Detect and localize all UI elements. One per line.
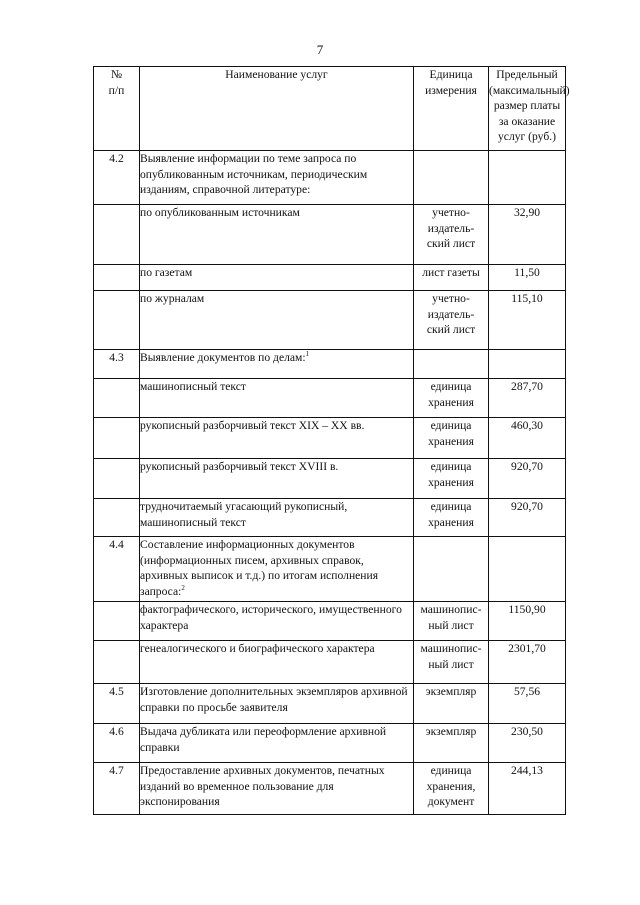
max-price-text: 287,70: [511, 380, 543, 393]
unit-of-measure-text: экземпляр: [425, 685, 477, 698]
footnote-marker: 1: [305, 350, 310, 358]
table-row: [94, 350, 566, 379]
service-name-text: генеалогического и биографического характера: [140, 642, 375, 655]
max-price: [489, 291, 566, 350]
unit-of-measure: [414, 459, 489, 499]
table-row: [94, 379, 566, 418]
row-number: [94, 763, 140, 815]
max-price-text: 32,90: [513, 206, 541, 219]
unit-of-measure: [414, 499, 489, 537]
service-name-text: Выявление документов по делам:: [140, 351, 306, 364]
max-price: [489, 537, 566, 602]
row-number: [94, 205, 140, 265]
max-price: [489, 763, 566, 815]
service-name: [140, 151, 414, 205]
table-row: [94, 537, 566, 602]
row-number: [94, 537, 140, 602]
max-price: [489, 724, 566, 763]
max-price-text: 230,50: [511, 725, 543, 738]
table-row: [94, 602, 566, 641]
unit-of-measure: [414, 291, 489, 350]
row-number-text: 4.2: [109, 152, 124, 165]
row-number: [94, 684, 140, 724]
unit-of-measure: [414, 350, 489, 379]
service-name-text: машинописный текст: [140, 380, 246, 393]
max-price-text: 460,30: [511, 419, 543, 432]
row-number: [94, 151, 140, 205]
header-service-name: Наименование услуг: [140, 67, 414, 151]
unit-of-measure-text: единица хранения: [428, 380, 474, 409]
header-number: № п/п: [94, 67, 140, 151]
table-row: [94, 763, 566, 815]
table-row: [94, 684, 566, 724]
table-row: [94, 265, 566, 291]
table-row: [94, 724, 566, 763]
page-number: 7: [316, 42, 324, 57]
unit-of-measure: [414, 379, 489, 418]
max-price: [489, 350, 566, 379]
unit-of-measure-text: машинопис- ный лист: [420, 603, 482, 632]
service-name: [140, 684, 414, 724]
row-number: [94, 265, 140, 291]
table-header-row: [94, 67, 566, 151]
service-name: [140, 602, 414, 641]
unit-of-measure: [414, 418, 489, 459]
unit-of-measure: [414, 763, 489, 815]
table-row: [94, 459, 566, 499]
service-name-text: трудночитаемый угасающий рукописный, машинописный текст: [140, 500, 348, 529]
service-name: [140, 724, 414, 763]
max-price: [489, 151, 566, 205]
row-number: [94, 459, 140, 499]
row-number-text: 4.4: [109, 538, 124, 551]
unit-of-measure: [414, 684, 489, 724]
max-price-text: 920,70: [511, 460, 543, 473]
max-price-text: 920,70: [511, 500, 543, 513]
unit-of-measure: [414, 537, 489, 602]
max-price: [489, 602, 566, 641]
row-number-text: 4.3: [109, 351, 124, 364]
service-name: [140, 641, 414, 684]
service-name-text: рукописный разборчивый текст XIX – XX вв.: [140, 419, 365, 432]
service-name-text: Выдача дубликата или переоформление архивной справки: [140, 725, 387, 754]
unit-of-measure-text: лист газеты: [422, 266, 480, 279]
max-price-text: 57,56: [513, 685, 541, 698]
table-row: [94, 499, 566, 537]
service-name-text: по газетам: [140, 266, 193, 279]
service-name: [140, 537, 414, 602]
service-name-text: Выявление информации по теме запроса по опубликованным источникам, периодическим изданиям, справочной литературе:: [140, 152, 368, 196]
max-price: [489, 205, 566, 265]
table-row: [94, 418, 566, 459]
service-name-text: по журналам: [140, 292, 205, 305]
service-name-text: Предоставление архивных документов, печатных изданий во временное пользование для экспонирования: [140, 764, 385, 808]
unit-of-measure-text: единица хранения: [428, 460, 474, 489]
unit-of-measure-text: машинопис- ный лист: [420, 642, 482, 671]
unit-of-measure: [414, 602, 489, 641]
max-price: [489, 641, 566, 684]
service-name: [140, 459, 414, 499]
unit-of-measure: [414, 151, 489, 205]
max-price-text: 1150,90: [508, 603, 546, 616]
row-number: [94, 724, 140, 763]
table-row: [94, 151, 566, 205]
unit-of-measure-text: единица хранения: [428, 419, 474, 448]
table-row: [94, 641, 566, 684]
max-price-text: 115,10: [511, 292, 543, 305]
service-name: [140, 265, 414, 291]
footnote-marker: 2: [181, 583, 185, 592]
service-name: [140, 499, 414, 537]
max-price: [489, 265, 566, 291]
unit-of-measure-text: единица хранения, документ: [426, 764, 476, 808]
service-name: [140, 291, 414, 350]
service-name: [140, 418, 414, 459]
max-price: [489, 684, 566, 724]
max-price: [489, 499, 566, 537]
service-name-text: фактографического, исторического, имущественного характера: [140, 603, 402, 632]
service-name: [140, 350, 414, 379]
row-number: [94, 602, 140, 641]
max-price: [489, 459, 566, 499]
unit-of-measure-text: учетно- издатель- ский лист: [426, 206, 476, 250]
unit-of-measure-text: единица хранения: [428, 500, 474, 529]
header-max-price: Предельный (максимальный) размер платы за оказание услуг (руб.): [489, 67, 566, 151]
unit-of-measure: [414, 265, 489, 291]
service-name: [140, 205, 414, 265]
price-table: [93, 66, 570, 815]
service-name: [140, 379, 414, 418]
row-number: [94, 379, 140, 418]
row-number: [94, 350, 140, 379]
max-price: [489, 418, 566, 459]
row-number: [94, 418, 140, 459]
service-name-text: по опубликованным источникам: [140, 206, 300, 219]
row-number: [94, 291, 140, 350]
max-price-text: 11,50: [514, 266, 540, 279]
table-row: [94, 205, 566, 265]
row-number-text: 4.5: [109, 685, 124, 698]
unit-of-measure-text: экземпляр: [425, 725, 477, 738]
unit-of-measure: [414, 724, 489, 763]
unit-of-measure: [414, 205, 489, 265]
table-row: [94, 291, 566, 350]
unit-of-measure-text: учетно- издатель- ский лист: [426, 292, 476, 336]
max-price-text: 2301,70: [508, 642, 546, 655]
unit-of-measure: [414, 641, 489, 684]
service-name-text: Изготовление дополнительных экземпляров архивной справки по просьбе заявителя: [140, 685, 408, 714]
max-price-text: 244,13: [511, 764, 543, 777]
service-name-text: Составление информационных документов (информационных писем, архивных справок, архивных выписок и т.д.) по итогам исполнения запроса:: [140, 538, 379, 598]
row-number: [94, 641, 140, 684]
row-number-text: 4.7: [109, 764, 124, 777]
service-name: [140, 763, 414, 815]
max-price: [489, 379, 566, 418]
row-number-text: 4.6: [109, 725, 124, 738]
service-name-text: рукописный разборчивый текст XVIII в.: [140, 460, 339, 473]
row-number: [94, 499, 140, 537]
header-unit: Единица измерения: [414, 67, 489, 151]
